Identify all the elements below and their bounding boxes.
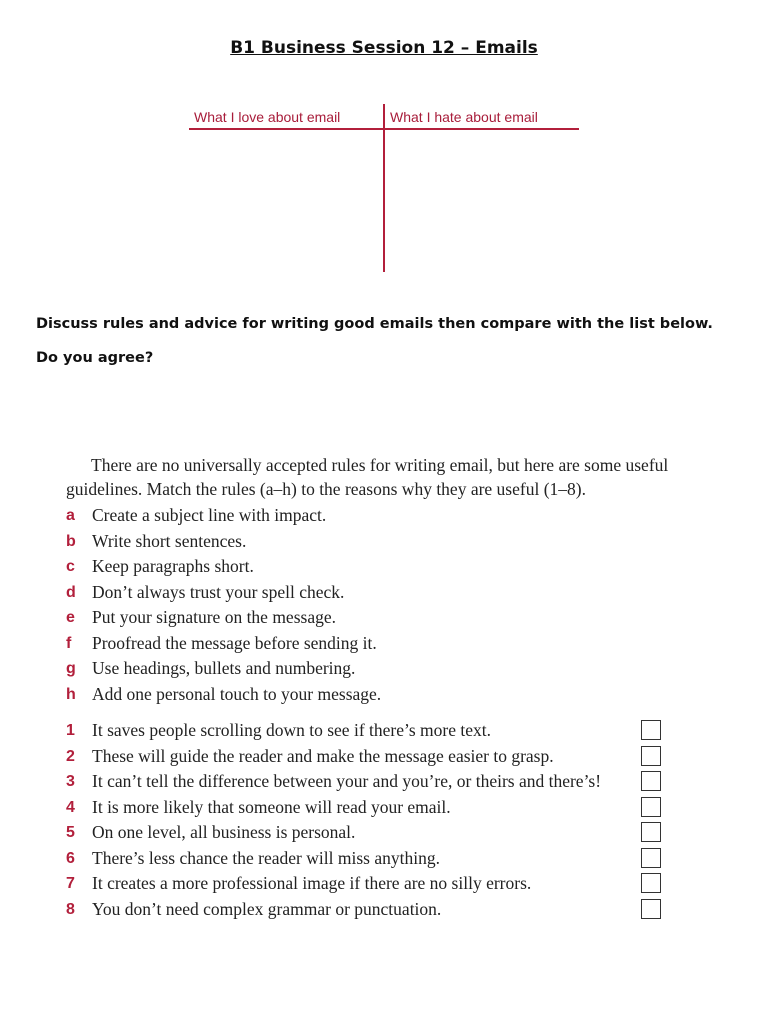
reason-text: On one level, all business is personal. (92, 822, 356, 842)
rule-item (66, 682, 686, 708)
rule-item (66, 580, 686, 606)
rule-item (66, 529, 686, 555)
rule-text: Proofread the message before sending it. (92, 632, 377, 653)
reason-text: It saves people scrolling down to see if there’s more text. (92, 720, 491, 740)
reason-item (66, 795, 686, 821)
reason-number: 6 (66, 849, 75, 867)
rule-text: Use headings, bullets and numbering. (92, 658, 356, 678)
rule-letter: a (66, 507, 75, 524)
rule-text: Keep paragraphs short. (92, 556, 254, 576)
answer-box[interactable] (641, 797, 661, 817)
reason-number: 2 (66, 747, 75, 765)
reason-number: 1 (66, 722, 75, 739)
answer-box[interactable] (641, 771, 661, 791)
rules-list (66, 503, 686, 707)
rule-item (66, 605, 686, 631)
rule-item (66, 503, 686, 529)
rule-text: Write short sentences. (92, 530, 247, 551)
reason-text: These will guide the reader and make the message easier to grasp. (92, 745, 554, 766)
reason-number: 5 (66, 824, 75, 841)
reason-text: It creates a more professional image if there are no silly errors. (92, 873, 532, 893)
intro-line-2: guidelines. Match the rules (a–h) to the reasons why they are useful (1–8). (66, 479, 586, 499)
reason-item (66, 820, 686, 846)
reason-item (66, 718, 686, 744)
discussion-instruction: Discuss rules and advice for writing good emails then compare with the list below. (36, 316, 713, 332)
rule-text: Don’t always trust your spell check. (92, 581, 345, 602)
page-title: B1 Business Session 12 – Emails (230, 38, 538, 58)
answer-box[interactable] (641, 822, 661, 842)
rule-text: Put your signature on the message. (92, 607, 336, 627)
rule-item (66, 554, 686, 580)
reason-text: It is more likely that someone will read your email. (92, 796, 451, 817)
reason-number: 7 (66, 875, 75, 892)
agree-question: Do you agree? (36, 350, 154, 366)
answer-box[interactable] (641, 848, 661, 868)
answer-box[interactable] (641, 746, 661, 766)
love-column-heading: What I love about email (194, 109, 341, 125)
reason-text: There’s less chance the reader will miss anything. (92, 847, 440, 868)
rule-text: Create a subject line with impact. (92, 505, 327, 525)
reason-number: 4 (66, 798, 75, 816)
rule-letter: f (66, 634, 72, 652)
intro-line-1: There are no universally accepted rules for writing email, but here are some useful (91, 455, 669, 475)
reason-item (66, 897, 686, 923)
reason-text: It can’t tell the difference between your and you’re, or theirs and there’s! (92, 771, 602, 791)
reason-item (66, 744, 686, 770)
rule-item (66, 631, 686, 657)
rule-text: Add one personal touch to your message. (92, 683, 382, 704)
answer-box[interactable] (641, 720, 661, 740)
love-hate-t-chart (189, 104, 579, 274)
rule-letter: g (66, 660, 76, 677)
answer-box[interactable] (641, 899, 661, 919)
rule-item (66, 656, 686, 682)
hate-column-heading: What I hate about email (390, 109, 538, 125)
answer-box[interactable] (641, 873, 661, 893)
rule-letter: e (66, 609, 75, 626)
rule-letter: d (66, 583, 76, 601)
rule-letter: b (66, 532, 76, 550)
reason-item (66, 846, 686, 872)
chart-vertical-divider (383, 104, 385, 272)
rule-letter: h (66, 685, 76, 703)
reason-item (66, 769, 686, 795)
reason-item (66, 871, 686, 897)
reason-number: 3 (66, 773, 75, 790)
reason-text: You don’t need complex grammar or punctuation. (92, 898, 442, 919)
reasons-list (66, 718, 686, 922)
rule-letter: c (66, 558, 75, 575)
reason-number: 8 (66, 900, 75, 918)
exercise-intro (66, 453, 726, 501)
